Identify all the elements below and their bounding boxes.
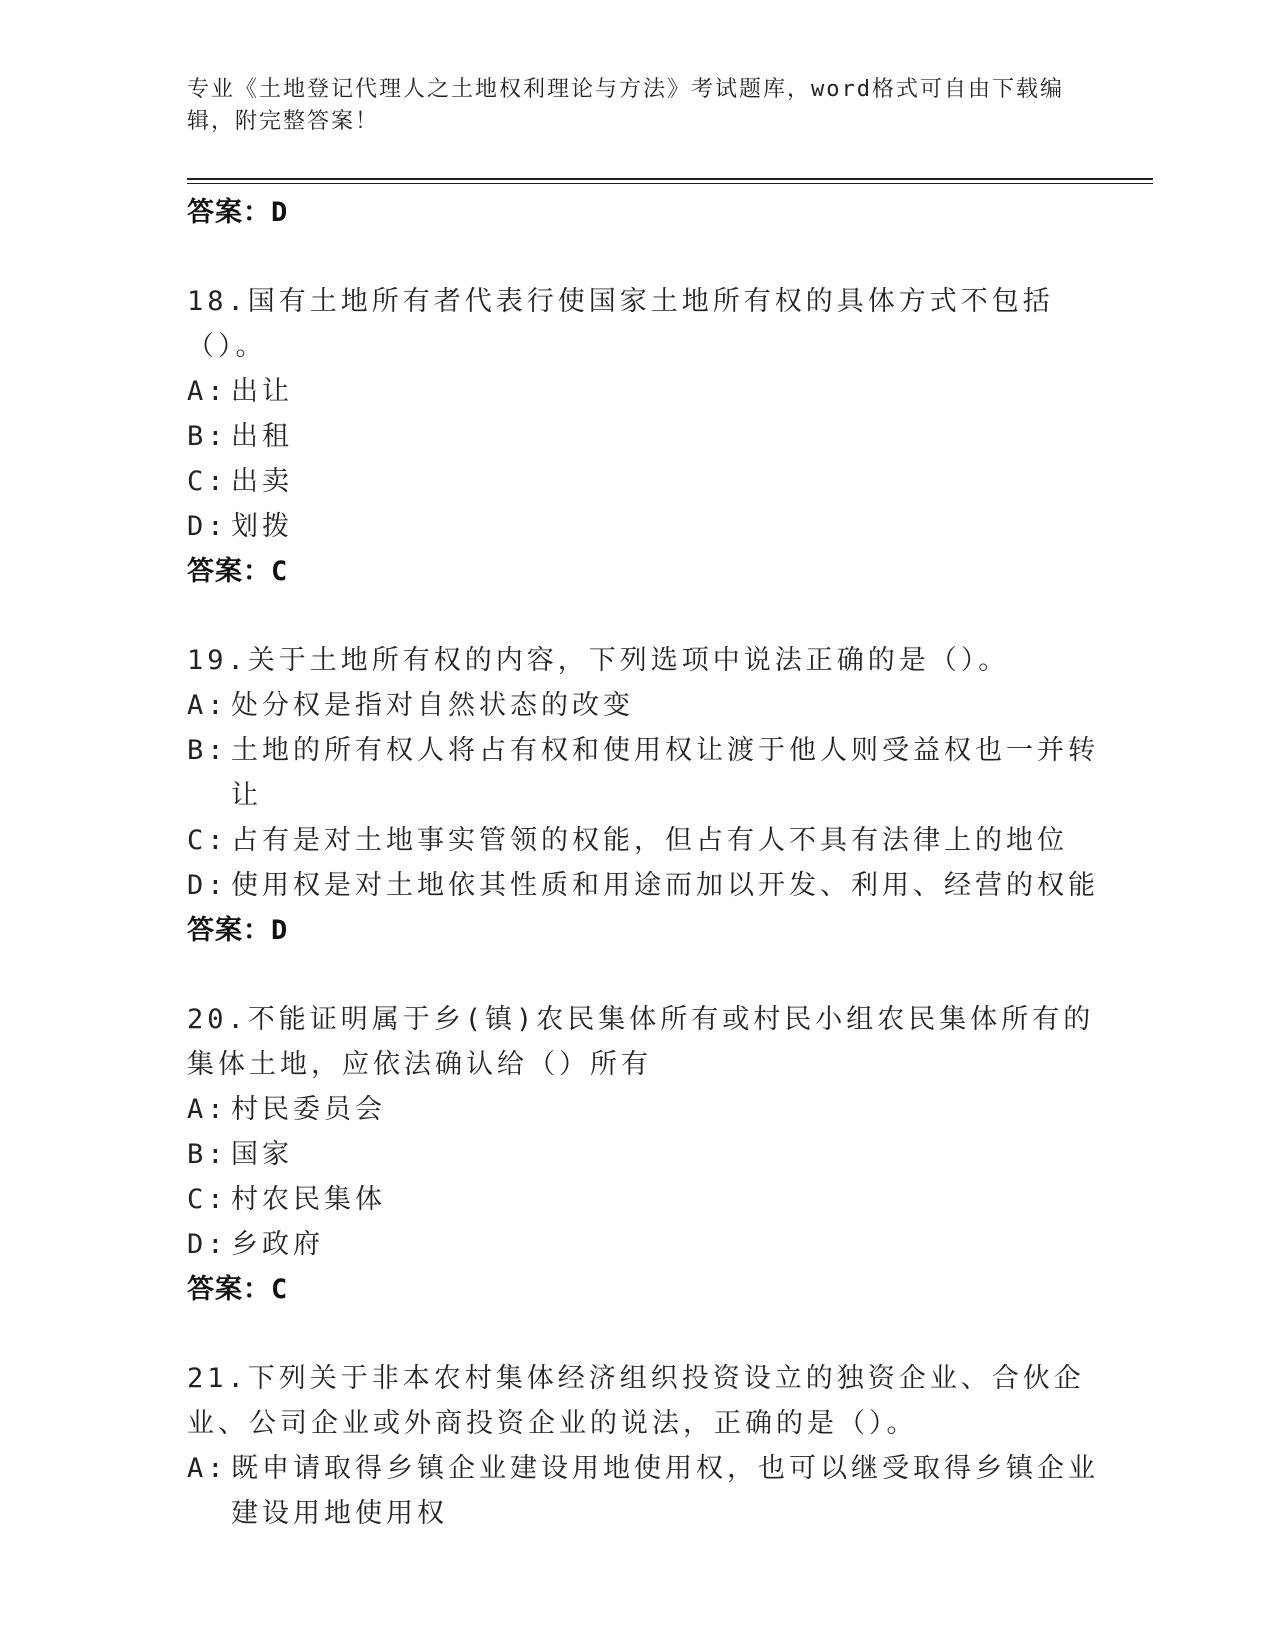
option-text: 村民委员会: [231, 1094, 386, 1125]
option-a: [187, 1446, 1107, 1536]
question-block: [187, 638, 1107, 953]
header-divider-thick: [187, 178, 1153, 180]
header-divider-thin: [187, 183, 1153, 184]
option-b: [187, 414, 1107, 459]
question-block: [187, 279, 1107, 594]
option-c: [187, 459, 1107, 504]
option-letter: D:: [187, 1229, 228, 1260]
option-letter: A:: [187, 376, 228, 407]
question-text: 19.关于土地所有权的内容，下列选项中说法正确的是（）。: [187, 645, 1010, 676]
option-text: 出租: [231, 421, 293, 452]
option-d: [187, 1222, 1107, 1267]
option-c: [187, 1177, 1107, 1222]
answer-line: 答案：C: [187, 1274, 289, 1305]
option-letter: A:: [187, 1453, 228, 1484]
option-letter: D:: [187, 511, 228, 542]
document-content: [187, 190, 1107, 1536]
option-text: 乡政府: [231, 1229, 324, 1260]
option-text: 占有是对土地事实管领的权能，但占有人不具有法律上的地位: [231, 825, 1068, 856]
question-block: [187, 1356, 1107, 1536]
question-text: 18.国有土地所有者代表行使国家土地所有权的具体方式不包括（）。: [187, 286, 1054, 362]
option-d: [187, 504, 1107, 549]
option-a: [187, 683, 1107, 728]
option-letter: B:: [187, 1139, 228, 1170]
option-c: [187, 818, 1107, 863]
option-letter: A:: [187, 1094, 228, 1125]
option-letter: C:: [187, 1184, 228, 1215]
question-block: [187, 997, 1107, 1312]
option-letter: C:: [187, 466, 228, 497]
option-text: 使用权是对土地依其性质和用途而加以开发、利用、经营的权能: [231, 870, 1099, 901]
document-header: 专业《土地登记代理人之土地权利理论与方法》考试题库，word格式可自由下载编辑，附完整答案！: [187, 77, 1064, 134]
option-letter: C:: [187, 825, 228, 856]
option-text: 划拨: [231, 511, 293, 542]
answer-line: 答案：D: [187, 197, 289, 228]
option-letter: A:: [187, 690, 228, 721]
option-a: [187, 1087, 1107, 1132]
option-letter: B:: [187, 735, 228, 766]
option-b: [187, 728, 1107, 818]
answer-line: 答案：D: [187, 915, 289, 946]
option-text: 国家: [231, 1139, 293, 1170]
answer-line: 答案：C: [187, 556, 289, 587]
option-text: 出让: [231, 376, 293, 407]
question-text: 20.不能证明属于乡(镇)农民集体所有或村民小组农民集体所有的集体土地，应依法确认给（）所有: [187, 1004, 1095, 1080]
option-text: 出卖: [231, 466, 293, 497]
option-text: 既申请取得乡镇企业建设用地使用权，也可以继受取得乡镇企业建设用地使用权: [231, 1453, 1099, 1529]
option-text: 村农民集体: [231, 1184, 386, 1215]
option-text: 土地的所有权人将占有权和使用权让渡于他人则受益权也一并转让: [231, 735, 1099, 811]
option-letter: D:: [187, 870, 228, 901]
option-b: [187, 1132, 1107, 1177]
question-text: 21.下列关于非本农村集体经济组织投资设立的独资企业、合伙企业、公司企业或外商投资企业的说法，正确的是（）。: [187, 1363, 1085, 1439]
option-d: [187, 863, 1107, 908]
option-text: 处分权是指对自然状态的改变: [231, 690, 634, 721]
option-letter: B:: [187, 421, 228, 452]
option-a: [187, 369, 1107, 414]
